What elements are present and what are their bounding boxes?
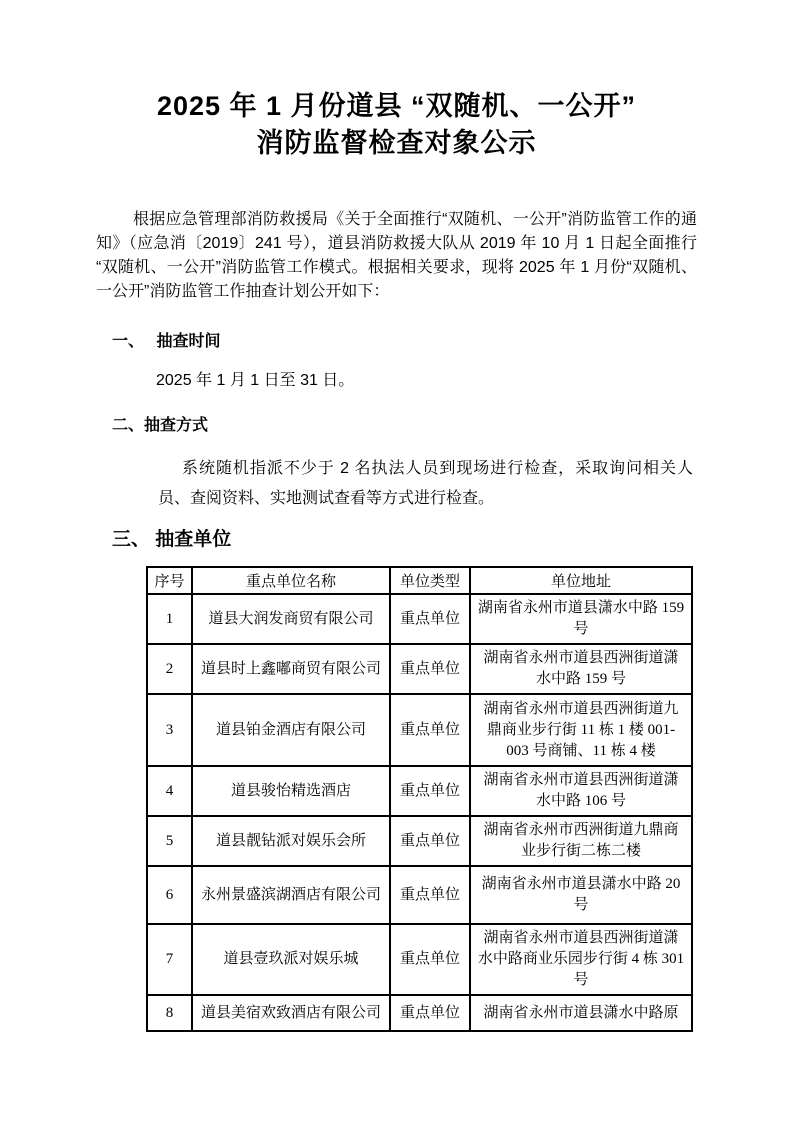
cell-name: 道县靓钻派对娱乐会所 [192,816,390,866]
section-2-heading: 二、抽查方式 [112,417,209,434]
cell-type: 重点单位 [390,766,470,816]
col-header-no: 序号 [147,567,192,594]
cell-type: 重点单位 [390,694,470,766]
section-3-heading: 三、 抽查单位 [112,529,232,550]
cell-address: 湖南省永州市道县潇水中路 20 号 [470,866,692,924]
cell-name: 道县时上鑫嘟商贸有限公司 [192,644,390,694]
title-line-1: 2025 年 1 月份道县 “双随机、一公开” [156,91,637,121]
table-header-row [147,567,692,594]
table-row [147,924,692,995]
cell-name: 道县大润发商贸有限公司 [192,594,390,644]
cell-no: 2 [147,644,192,694]
cell-address: 湖南省永州市道县西洲街道九鼎商业步行街 11 栋 1 楼 001-003 号商铺、11 栋 4 楼 [470,694,692,766]
table-row [147,995,692,1031]
table-row [147,644,692,694]
cell-type: 重点单位 [390,594,470,644]
table-row [147,866,692,924]
cell-no: 3 [147,694,192,766]
table-row [147,766,692,816]
cell-type: 重点单位 [390,816,470,866]
cell-name: 道县壹玖派对娱乐城 [192,924,390,995]
cell-address: 湖南省永州市道县西洲街道潇水中路 159 号 [470,644,692,694]
cell-type: 重点单位 [390,995,470,1031]
cell-name: 道县美宿欢致酒店有限公司 [192,995,390,1031]
section-inspection-method [96,416,697,514]
section-1-heading: 一、 抽查时间 [112,333,221,350]
cell-address: 湖南省永州市道县潇水中路 159 号 [470,594,692,644]
cell-no: 1 [147,594,192,644]
section-inspection-units [96,528,697,1032]
table-row [147,694,692,766]
cell-no: 7 [147,924,192,995]
cell-name: 道县铂金酒店有限公司 [192,694,390,766]
cell-type: 重点单位 [390,644,470,694]
cell-name: 永州景盛滨湖酒店有限公司 [192,866,390,924]
cell-no: 8 [147,995,192,1031]
col-header-name: 重点单位名称 [192,567,390,594]
intro-paragraph: 根据应急管理部消防救援局《关于全面推行“双随机、一公开”消防监管工作的通知》（应急消〔2019〕241 号），道县消防救援大队从 2019 年 10 月 1 日起全面推行“双随机、一公开”消防监管工作模式。根据相关要求，现将 2025 年 1 月份“双随机、一公开”消防监管工作抽查计划公开如下： [96,211,697,300]
cell-type: 重点单位 [390,924,470,995]
col-header-type: 单位类型 [390,567,470,594]
section-2-content: 系统随机指派不少于 2 名执法人员到现场进行检查，采取询问相关人员、查阅资料、实地测试查看等方式进行检查。 [158,460,693,507]
document-title [96,88,697,162]
col-header-address: 单位地址 [470,567,692,594]
table-row [147,594,692,644]
section-inspection-time [96,332,697,392]
table-row [147,816,692,866]
cell-no: 4 [147,766,192,816]
cell-address: 湖南省永州市道县西洲街道潇水中路 106 号 [470,766,692,816]
cell-address: 湖南省永州市西洲街道九鼎商业步行街二栋二楼 [470,816,692,866]
cell-type: 重点单位 [390,866,470,924]
cell-name: 道县骏怡精选酒店 [192,766,390,816]
units-table [146,566,693,1032]
cell-no: 5 [147,816,192,866]
cell-address: 湖南省永州市道县西洲街道潇水中路商业乐园步行街 4 栋 301 号 [470,924,692,995]
title-line-2: 消防监督检查对象公示 [256,128,537,158]
cell-address: 湖南省永州市道县潇水中路原 [470,995,692,1031]
section-1-content: 2025 年 1 月 1 日至 31 日。 [156,372,355,389]
cell-no: 6 [147,866,192,924]
